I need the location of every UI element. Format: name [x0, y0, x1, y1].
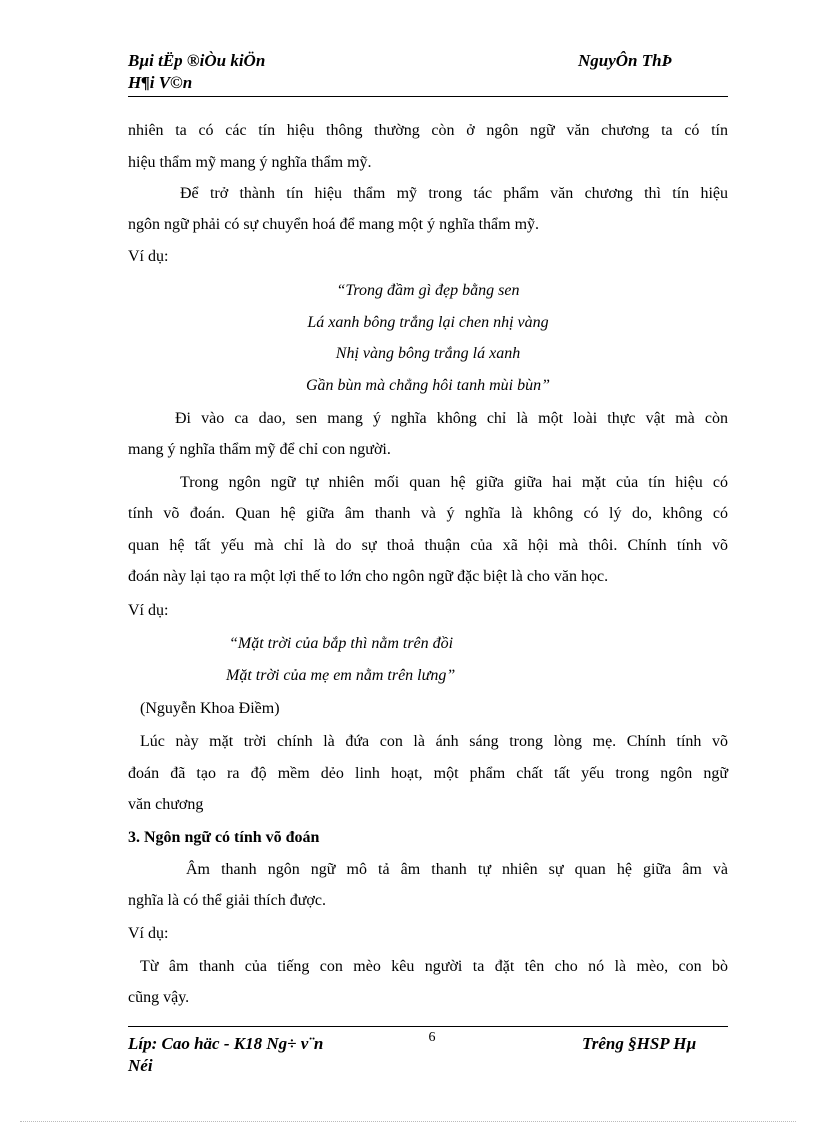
body-line: đoán đã tạo ra độ mềm dẻo linh hoạt, một phẩm chất tất yếu trong ngôn ngữ — [128, 765, 728, 782]
footer-school: Trêng §HSP Hµ — [582, 1034, 697, 1053]
body-line: đoán này lại tạo ra một lợi thế to lớn cho ngôn ngữ đặc biệt là cho văn học. — [128, 568, 609, 585]
poem-line: Gần bùn mà chẳng hôi tanh mùi bùn” — [306, 377, 550, 394]
body-line: Từ âm thanh của tiếng con mèo kêu người ta đặt tên cho nó là mèo, con bò — [140, 958, 728, 975]
page-edge — [20, 1121, 796, 1122]
body-line: Âm thanh ngôn ngữ mô tả âm thanh tự nhiên sự quan hệ giữa âm và — [186, 861, 728, 878]
body-line: ngôn ngữ phải có sự chuyển hoá để mang một ý nghĩa thẩm mỹ. — [128, 216, 540, 233]
poem-line: Mặt trời của mẹ em nằm trên lưng” — [226, 667, 456, 684]
body-line: mang ý nghĩa thẩm mỹ để chỉ con người. — [128, 441, 391, 458]
body-line: Đi vào ca dao, sen mang ý nghĩa không chỉ là một loài thực vật mà còn — [175, 410, 728, 427]
example-label: Ví dụ: — [128, 248, 169, 265]
example-label: Ví dụ: — [128, 602, 169, 619]
body-line: cũng vậy. — [128, 989, 190, 1006]
poem-line: Nhị vàng bông trắng lá xanh — [335, 345, 521, 362]
example-label: Ví dụ: — [128, 925, 169, 942]
poem-line: “Trong đầm gì đẹp bằng sen — [336, 282, 520, 299]
poem-line: “Mặt trời của bắp thì nằm trên đồi — [229, 635, 454, 652]
body-line: Để trở thành tín hiệu thẩm mỹ trong tác phẩm văn chương thì tín hiệu — [180, 185, 728, 202]
body-line: nhiên ta có các tín hiệu thông thường còn ở ngôn ngữ văn chương ta có tín — [128, 122, 728, 139]
header-title-cont: H¶i V©n — [128, 73, 193, 92]
body-line: hiệu thẩm mỹ mang ý nghĩa thẩm mỹ. — [128, 154, 372, 171]
footer-class-cont: Néi — [128, 1056, 153, 1075]
footer-class: Líp: Cao häc - K18 Ng÷ v¨n — [128, 1034, 324, 1053]
header-rule — [128, 96, 728, 97]
body-line: quan hệ tất yếu mà chỉ là do sự thoả thuận của xã hội mà thôi. Chính tính võ — [128, 537, 728, 554]
header-author: NguyÔn ThÞ — [578, 51, 672, 70]
page-number: 6 — [428, 1030, 436, 1045]
body-line: Lúc này mặt trời chính là đứa con là ánh sáng trong lòng mẹ. Chính tính võ — [140, 733, 728, 750]
header-title: Bµi tËp ®iÒu kiÖn — [128, 51, 266, 70]
section-heading: 3. Ngôn ngữ có tính võ đoán — [128, 829, 320, 846]
poem-line: Lá xanh bông trắng lại chen nhị vàng — [307, 314, 549, 331]
footer-rule — [128, 1026, 728, 1027]
body-line: Trong ngôn ngữ tự nhiên mối quan hệ giữa giữa hai mặt của tín hiệu có — [180, 474, 728, 491]
body-line: tính võ đoán. Quan hệ giữa âm thanh và ý nghĩa là không có lý do, không có — [128, 505, 728, 522]
body-line: văn chương — [128, 796, 204, 813]
body-line: nghĩa là có thể giải thích được. — [128, 892, 326, 909]
poem-author: (Nguyễn Khoa Điềm) — [140, 700, 280, 717]
